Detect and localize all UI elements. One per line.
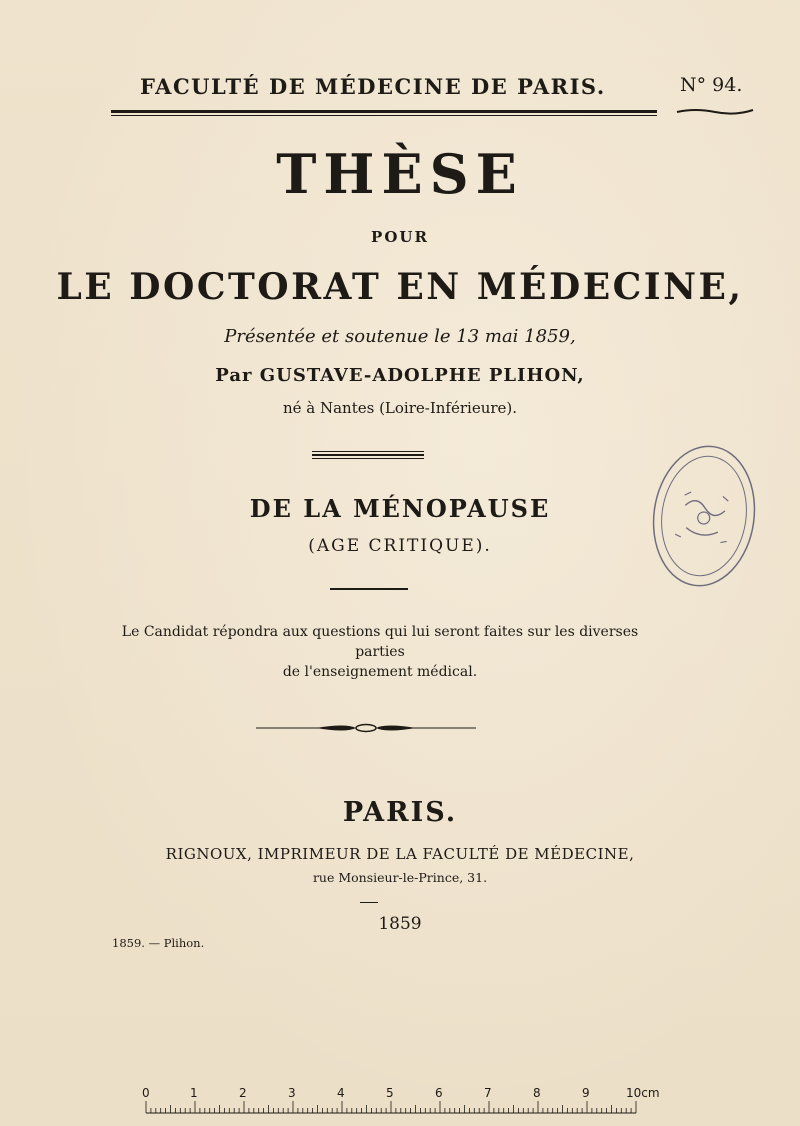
candidate-note-line1: Le Candidat répondra aux questions qui lui seront faites sur les diverses parties (121, 624, 639, 660)
footer-signature: 1859. — Plihon. (112, 936, 205, 950)
ornament-divider (256, 720, 476, 736)
scale-label: 8 (533, 1086, 541, 1100)
faculty-header: FACULTÉ DE MÉDECINE DE PARIS. (140, 74, 606, 99)
flourish-ornament (675, 104, 755, 118)
scale-label: 9 (582, 1086, 590, 1100)
scale-label: 3 (288, 1086, 296, 1100)
scale-label: 7 (484, 1086, 492, 1100)
imprint-year: 1859 (378, 914, 422, 934)
header-rule-thin (111, 115, 657, 116)
pour-label: POUR (371, 228, 429, 246)
birthplace-line: né à Nantes (Loire-Inférieure). (282, 399, 518, 417)
candidate-note (100, 622, 660, 682)
imprint-city: PARIS. (342, 797, 458, 828)
centimeter-scale (140, 1100, 660, 1114)
separator-rule (312, 454, 424, 456)
scale-label: 6 (435, 1086, 443, 1100)
header-rule (111, 110, 657, 113)
author-line: Par GUSTAVE-ADOLPHE PLIHON, (215, 365, 585, 386)
scale-label: 10cm (626, 1086, 660, 1100)
scale-label: 2 (239, 1086, 247, 1100)
scale-label: 5 (386, 1086, 394, 1100)
library-stamp (648, 438, 760, 593)
short-dash (360, 902, 378, 903)
thesis-title: THÈSE (276, 142, 524, 206)
presentation-line: Présentée et soutenue le 13 mai 1859, (224, 326, 576, 347)
address-line: rue Monsieur-le-Prince, 31. (312, 870, 488, 885)
degree-title: LE DOCTORAT EN MÉDECINE, (56, 266, 744, 308)
separator-rule (312, 451, 424, 452)
printer-line: RIGNOUX, IMPRIMEUR DE LA FACULTÉ DE MÉDECINE, (165, 845, 635, 863)
scale-label: 1 (190, 1086, 198, 1100)
subject-title: DE LA MÉNOPAUSE (249, 494, 551, 523)
candidate-note-line2: de l'enseignement médical. (282, 664, 478, 680)
scale-label: 4 (337, 1086, 345, 1100)
subject-subtitle: (AGE CRITIQUE). (308, 536, 492, 556)
separator-rule (330, 588, 408, 590)
scale-label: 0 (142, 1086, 150, 1100)
thesis-number: N° 94. (680, 74, 743, 96)
separator-rule (312, 458, 424, 459)
